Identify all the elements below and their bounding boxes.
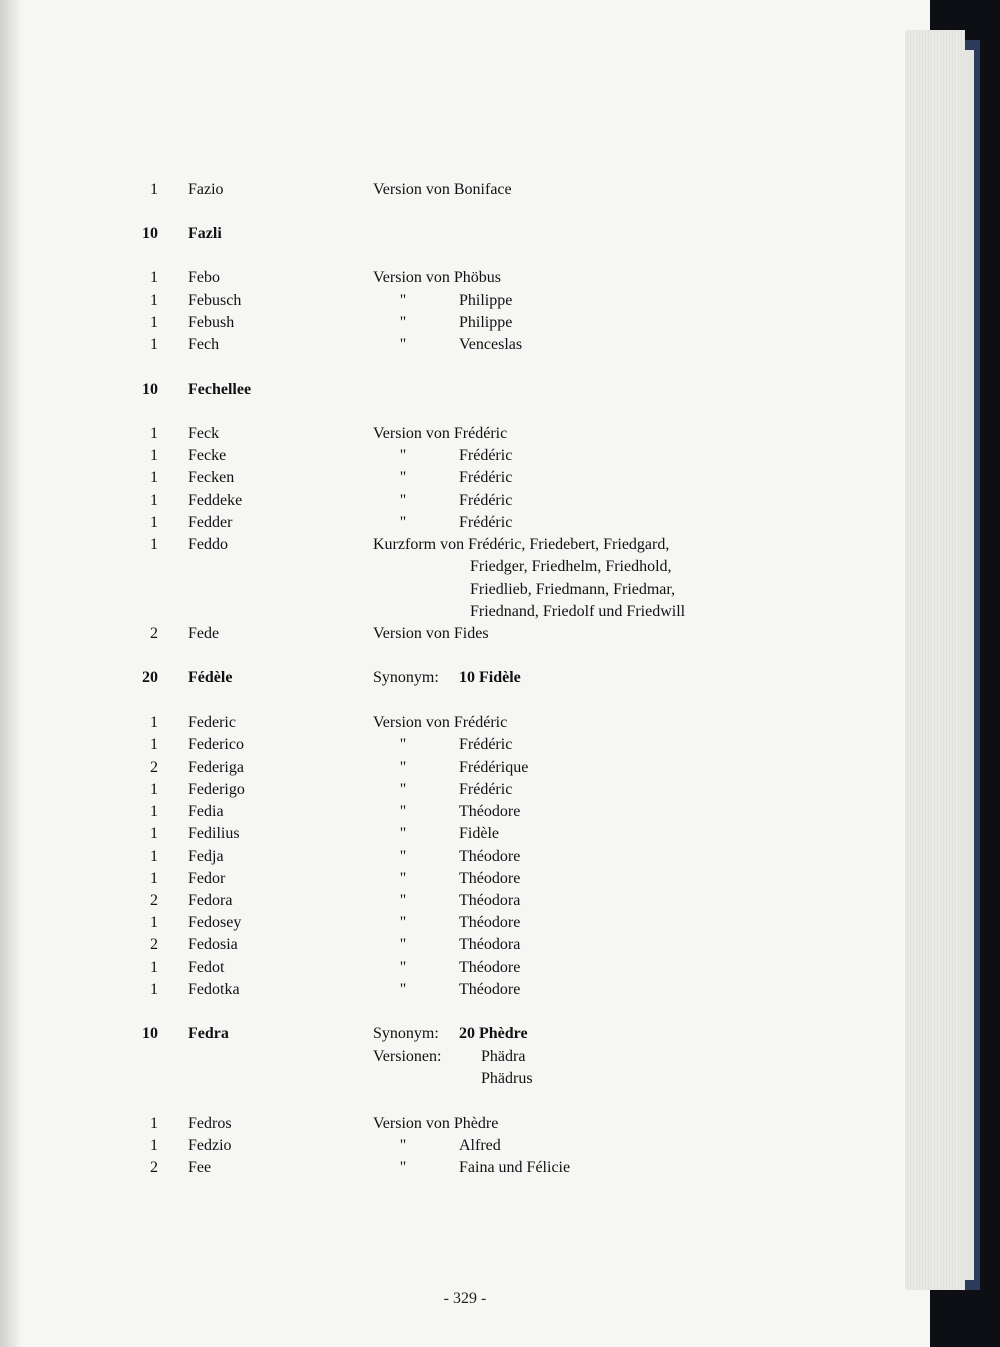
entry-count: 1 <box>150 447 158 464</box>
entry-name: Federiga <box>188 759 244 776</box>
entry-name: Feddo <box>188 536 228 553</box>
entry-description: Frédéric <box>459 736 513 753</box>
entry-description: Théodore <box>459 803 521 820</box>
page-gutter-shadow <box>0 0 22 1347</box>
entry-name: Fazio <box>188 181 224 198</box>
entry-count: 2 <box>150 892 158 909</box>
entry-description: Théodore <box>459 848 521 865</box>
entry-description: Friedger, Friedhelm, Friedhold, <box>470 558 672 575</box>
entry-count: 1 <box>150 292 158 309</box>
ditto-mark: " <box>399 870 407 887</box>
ditto-mark: " <box>399 936 407 953</box>
entry-count: 20 <box>142 669 158 686</box>
entry-description: Venceslas <box>459 336 523 353</box>
entry-name: Febo <box>188 269 220 286</box>
entry-count: 1 <box>150 469 158 486</box>
entry-description: Frédéric <box>459 781 513 798</box>
entry-count: 1 <box>150 492 158 509</box>
entry-name: Federic <box>188 714 236 731</box>
entry-count: 1 <box>150 914 158 931</box>
ditto-mark: " <box>399 336 407 353</box>
entry-count: 1 <box>150 714 158 731</box>
ditto-mark: " <box>399 314 407 331</box>
entry-name: Fedia <box>188 803 224 820</box>
entry-name: Fazli <box>188 225 222 242</box>
entry-description: Version von Fides <box>373 625 489 642</box>
entry-name: Fedra <box>188 1025 229 1042</box>
entry-count: 10 <box>142 1025 158 1042</box>
entry-description: Faina und Félicie <box>459 1159 571 1176</box>
entry-name: Feddeke <box>188 492 243 509</box>
entry-name: Fedosey <box>188 914 242 931</box>
entry-name: Fecken <box>188 469 235 486</box>
entry-description: Théodore <box>459 959 521 976</box>
entry-name: Feck <box>188 425 220 442</box>
entry-description: Kurzform von Frédéric, Friedebert, Friedgard, <box>373 536 670 553</box>
entry-description: Fidèle <box>459 825 499 842</box>
entry-count: 1 <box>150 269 158 286</box>
entry-name: Fedor <box>188 870 226 887</box>
entry-name: Fedilius <box>188 825 240 842</box>
entry-description: Friedlieb, Friedmann, Friedmar, <box>470 581 676 598</box>
entry-count: 1 <box>150 803 158 820</box>
entry-name: Fedros <box>188 1115 232 1132</box>
entry-description: Frédéric <box>459 492 513 509</box>
entry-name: Fedzio <box>188 1137 232 1154</box>
ditto-mark: " <box>399 514 407 531</box>
ditto-mark: " <box>399 892 407 909</box>
entry-description: Version von Frédéric <box>373 425 508 442</box>
entry-description: Théodora <box>459 892 521 909</box>
entry-count: 1 <box>150 781 158 798</box>
entry-count: 1 <box>150 514 158 531</box>
entry-count: 1 <box>150 959 158 976</box>
entry-description: Synonym: <box>373 1025 439 1042</box>
entry-synonym: 10 Fidèle <box>459 669 521 686</box>
entry-name: Fedora <box>188 892 233 909</box>
entry-description: Frédéric <box>459 447 513 464</box>
ditto-mark: " <box>399 848 407 865</box>
entry-description: Version von Frédéric <box>373 714 508 731</box>
entry-name: Fedotka <box>188 981 240 998</box>
entry-count: 2 <box>150 1159 158 1176</box>
ditto-mark: " <box>399 1159 407 1176</box>
ditto-mark: " <box>399 803 407 820</box>
entry-count: 1 <box>150 848 158 865</box>
entry-name: Fede <box>188 625 220 642</box>
entry-count: 1 <box>150 736 158 753</box>
entry-description: Frédéric <box>459 469 513 486</box>
entry-name: Fedder <box>188 514 233 531</box>
entry-count: 1 <box>150 536 158 553</box>
entry-count: 1 <box>150 336 158 353</box>
entry-name: Fedosia <box>188 936 238 953</box>
entry-description: Théodore <box>459 870 521 887</box>
entry-variant: Phädra <box>481 1048 526 1065</box>
page-stack-edge <box>905 30 965 1290</box>
entry-count: 1 <box>150 181 158 198</box>
entry-count: 1 <box>150 1137 158 1154</box>
ditto-mark: " <box>399 736 407 753</box>
ditto-mark: " <box>399 781 407 798</box>
entry-description: Frédéric <box>459 514 513 531</box>
entry-count: 1 <box>150 314 158 331</box>
entry-name: Fecke <box>188 447 227 464</box>
entry-name: Fech <box>188 336 220 353</box>
entry-description: Théodore <box>459 914 521 931</box>
entry-name: Fechellee <box>188 381 252 398</box>
entry-name: Federico <box>188 736 244 753</box>
entry-count: 1 <box>150 425 158 442</box>
entry-count: 1 <box>150 1115 158 1132</box>
ditto-mark: " <box>399 825 407 842</box>
entry-description: Frédérique <box>459 759 529 776</box>
ditto-mark: " <box>399 292 407 309</box>
ditto-mark: " <box>399 914 407 931</box>
entry-count: 10 <box>142 381 158 398</box>
entry-description: Théodore <box>459 981 521 998</box>
entry-count: 1 <box>150 825 158 842</box>
entry-description: Version von Phöbus <box>373 269 502 286</box>
entry-description: Friednand, Friedolf und Friedwill <box>470 603 686 620</box>
entry-description: Version von Phèdre <box>373 1115 499 1132</box>
entry-name: Febush <box>188 314 235 331</box>
entry-description: Théodora <box>459 936 521 953</box>
entry-description: Philippe <box>459 292 513 309</box>
ditto-mark: " <box>399 447 407 464</box>
entry-name: Fédèle <box>188 669 233 686</box>
entry-count: 1 <box>150 870 158 887</box>
ditto-mark: " <box>399 469 407 486</box>
entry-count: 2 <box>150 936 158 953</box>
book-block-edge <box>960 50 974 1280</box>
entry-count: 2 <box>150 759 158 776</box>
ditto-mark: " <box>399 759 407 776</box>
page-number: - 329 - <box>443 1290 487 1307</box>
entry-variant: Phädrus <box>481 1070 533 1087</box>
entry-name: Fedot <box>188 959 225 976</box>
ditto-mark: " <box>399 492 407 509</box>
entry-count: 1 <box>150 981 158 998</box>
entry-name: Fedja <box>188 848 224 865</box>
entry-description: Synonym: <box>373 669 439 686</box>
entry-name: Fee <box>188 1159 212 1176</box>
entry-synonym: 20 Phèdre <box>459 1025 528 1042</box>
entry-count: 2 <box>150 625 158 642</box>
entry-description: Version von Boniface <box>373 181 512 198</box>
ditto-mark: " <box>399 981 407 998</box>
entry-description: Alfred <box>459 1137 501 1154</box>
entry-description: Philippe <box>459 314 513 331</box>
ditto-mark: " <box>399 1137 407 1154</box>
entry-name: Federigo <box>188 781 245 798</box>
ditto-mark: " <box>399 959 407 976</box>
entry-count: 10 <box>142 225 158 242</box>
entry-description: Versionen: <box>373 1048 442 1065</box>
entry-name: Febusch <box>188 292 242 309</box>
